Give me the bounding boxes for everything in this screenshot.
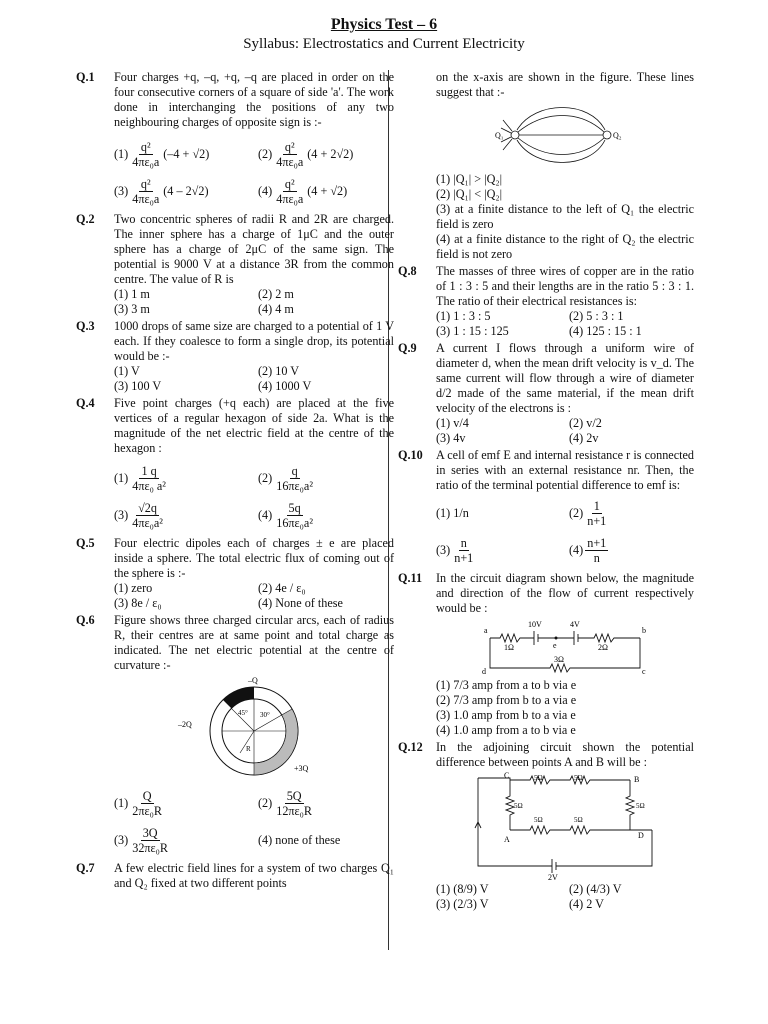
question-text: Figure shows three charged circular arcs, each of radius R, their centres are at same point and total charge as indicated. The net electric potential at the centre of curvature :- — [114, 613, 394, 672]
option-2[interactable]: (2) 2 m — [258, 287, 294, 301]
svg-text:5Ω: 5Ω — [534, 774, 543, 782]
svg-text:a: a — [484, 626, 488, 635]
svg-text:R: R — [246, 745, 251, 753]
question-10 — [398, 448, 694, 569]
question-number: Q.7 — [76, 861, 95, 875]
option-4[interactable]: (4) 2 V — [569, 897, 604, 911]
option-2[interactable]: (2) 7/3 amp from b to a via e — [436, 693, 577, 707]
svg-text:3Ω: 3Ω — [554, 655, 564, 664]
question-7-continued — [398, 70, 694, 262]
svg-text:5Ω: 5Ω — [534, 816, 543, 824]
option-3[interactable]: (3) $\frac{3Q}{\text{32πε₀R}}$ — [114, 826, 169, 855]
option-3[interactable]: (3) 3 m — [114, 302, 150, 316]
option-2[interactable]: (2) v/2 — [569, 416, 602, 430]
option-3[interactable]: (3) 1.0 amp from b to a via e — [436, 708, 576, 722]
svg-text:5Ω: 5Ω — [514, 802, 523, 810]
option-1[interactable]: (1) |Q₁| > |Q₂| — [436, 172, 503, 186]
option-3[interactable]: (3) 1 : 15 : 125 — [436, 324, 509, 338]
option-1[interactable]: (1) 1/n — [436, 506, 469, 520]
question-9 — [398, 341, 694, 446]
page-header — [0, 16, 768, 53]
question-text: In the circuit diagram shown below, the magnitude and direction of the flow of current respectively would be : — [436, 571, 694, 615]
question-text: Four electric dipoles each of charges ± e are placed inside a sphere. The total electric flux of coming out of the sphere is :- — [114, 536, 394, 580]
svg-text:D: D — [638, 831, 644, 840]
question-text: Five point charges (+q each) are placed at the five vertices of a regular hexagon of side 2a. What is the magnitude of the net electric field at the centre of the hexagon : — [114, 396, 394, 455]
svg-text:5Ω: 5Ω — [574, 816, 583, 824]
page-subtitle: Syllabus: Electrostatics and Current Electricity — [243, 36, 525, 52]
option-1[interactable]: (1) 1 : 3 : 5 — [436, 309, 491, 323]
option-1[interactable]: (1) (8/9) V — [436, 882, 489, 896]
option-2[interactable]: (2) $\frac{1}{n+1}$ — [569, 499, 607, 528]
option-2[interactable]: (2) $\frac{q}{\text{16πε₀a²}}$ — [258, 464, 313, 493]
question-6 — [76, 613, 394, 859]
option-4[interactable]: (4) $\frac{n+1}{n}$ — [569, 536, 607, 565]
question-text: In the adjoining circuit shown the potential difference between points A and B will be : — [436, 740, 694, 769]
question-12 — [398, 740, 694, 912]
option-4[interactable]: (4) 125 : 15 : 1 — [569, 324, 642, 338]
right-column — [398, 70, 694, 914]
svg-text:d: d — [482, 667, 486, 676]
question-7 — [76, 861, 394, 891]
svg-text:B: B — [634, 775, 640, 784]
question-text: 1000 drops of same size are charged to a potential of 1 V each. If they coalesce to form a single drop, its potential would be :- — [114, 319, 394, 363]
question-text: A current I flows through a uniform wire of diameter d, when the mean drift velocity is v_d. The same current will flow through a wire of diameter d/2 made of the same material, if the mean drift velocity of the electrons is : — [436, 341, 694, 415]
question-number: Q.6 — [76, 613, 95, 627]
question-number: Q.12 — [398, 740, 423, 754]
question-4 — [76, 396, 394, 534]
question-number: Q.2 — [76, 212, 95, 226]
option-3[interactable]: (3) (2/3) V — [436, 897, 489, 911]
option-4[interactable]: (4) 4 m — [258, 302, 294, 316]
option-4[interactable]: (4) $\frac{\text{q²}}{\text{4πε₀a}}$ (4 + √2) — [258, 177, 348, 206]
svg-text:b: b — [642, 626, 646, 635]
option-2[interactable]: (2) $\frac{\text{q²}}{\text{4πε₀a}}$ (4 + 2√2) — [258, 140, 354, 169]
question-number: Q.3 — [76, 319, 95, 333]
option-3[interactable]: (3) at a finite distance to the left of Q₁ the electric field is zero — [436, 202, 694, 231]
option-2[interactable]: (2) |Q₁| < |Q₂| — [436, 187, 503, 201]
svg-text:+3Q: +3Q — [294, 764, 309, 773]
option-4[interactable]: (4) 1000 V — [258, 379, 312, 393]
circuit-q11-figure — [480, 618, 650, 676]
option-3[interactable]: (3) 8e / ε₀ — [114, 596, 162, 610]
option-2[interactable]: (2) (4/3) V — [569, 882, 622, 896]
question-8 — [398, 264, 694, 339]
left-column — [76, 70, 394, 893]
svg-text:A: A — [504, 835, 510, 844]
option-4[interactable]: (4) None of these — [258, 596, 343, 610]
charged-arcs-figure — [154, 675, 354, 783]
svg-text:2Ω: 2Ω — [598, 643, 608, 652]
svg-text:30°: 30° — [260, 711, 270, 719]
svg-text:10V: 10V — [528, 620, 542, 629]
option-3[interactable]: (3) $\frac{√2q}{\text{4πε₀a²}}$ — [114, 501, 163, 530]
option-4[interactable]: (4) none of these — [258, 833, 341, 847]
question-number: Q.1 — [76, 70, 95, 84]
question-text: A few electric field lines for a system of two charges Q₁ and Q₂ fixed at two different points — [114, 861, 394, 890]
question-text: A cell of emf E and internal resistance r is connected in series with an external resistance nr. Then, the ratio of the terminal potential difference to emf is: — [436, 448, 694, 492]
option-1[interactable]: (1) zero — [114, 581, 153, 595]
question-number: Q.4 — [76, 396, 95, 410]
svg-text:2V: 2V — [548, 873, 558, 880]
question-number: Q.9 — [398, 341, 417, 355]
question-3 — [76, 319, 394, 394]
page-title: Physics Test – 6 — [330, 16, 438, 33]
option-2[interactable]: (2) 4e / ε₀ — [258, 581, 306, 595]
svg-text:5Ω: 5Ω — [636, 802, 645, 810]
option-2[interactable]: (2) $\frac{5Q}{\text{12πε₀R}}$ — [258, 789, 313, 818]
question-1 — [76, 70, 394, 210]
option-1[interactable]: (1) 1 m — [114, 287, 150, 301]
option-3[interactable]: (3) $\frac{\text{q²}}{\text{4πε₀a}}$ (4 – 2√2) — [114, 177, 209, 206]
option-1[interactable]: (1) 7/3 amp from a to b via e — [436, 678, 577, 692]
option-1[interactable]: (1) $\frac{\text{q²}}{\text{4πε₀a}}$ (–4 + √2) — [114, 140, 210, 169]
svg-text:c: c — [642, 667, 646, 676]
option-4[interactable]: (4) at a finite distance to the right of Q₂ the electric field is not zero — [436, 232, 694, 261]
option-4[interactable]: (4) $\frac{5q}{\text{16πε₀a²}}$ — [258, 501, 313, 530]
circuit-q12-figure — [470, 772, 660, 880]
svg-text:Q₁: Q₁ — [495, 131, 504, 140]
option-4[interactable]: (4) 1.0 amp from a to b via e — [436, 723, 576, 737]
question-number: Q.5 — [76, 536, 95, 550]
question-number: Q.11 — [398, 571, 423, 585]
question-11 — [398, 571, 694, 738]
option-1[interactable]: (1) $\frac{Q}{\text{2πε₀R}}$ — [114, 789, 162, 818]
question-2 — [76, 212, 394, 317]
svg-text:4V: 4V — [570, 620, 580, 629]
question-number: Q.8 — [398, 264, 417, 278]
question-5 — [76, 536, 394, 611]
question-number: Q.10 — [398, 448, 423, 462]
option-4[interactable]: (4) 2v — [569, 431, 599, 445]
option-1[interactable]: (1) V — [114, 364, 140, 378]
svg-text:5Ω: 5Ω — [574, 774, 583, 782]
svg-text:–Q: –Q — [248, 676, 258, 685]
svg-text:e: e — [553, 641, 557, 650]
svg-text:Q₂: Q₂ — [613, 131, 622, 140]
svg-text:1Ω: 1Ω — [504, 643, 514, 652]
option-3[interactable]: (3) 4v — [436, 431, 466, 445]
question-text: The masses of three wires of copper are in the ratio of 1 : 3 : 5 and their lengths are in the ratio 5 : 3 : 1. The ratio of their electrical resistances is: — [436, 264, 694, 308]
arc-minus-q — [223, 687, 254, 708]
option-1[interactable]: (1) $\frac{1 q}{\text{4πε₀ a²}}$ — [114, 464, 166, 493]
svg-text:–2Q: –2Q — [178, 720, 192, 729]
question-text: Four charges +q, –q, +q, –q are placed in order on the four consecutive corners of a square of side 'a'. The work done in interchanging the positions of any two neighbouring charges of opposite sign is :- — [114, 70, 394, 129]
svg-text:C: C — [504, 772, 510, 780]
option-3[interactable]: (3) 100 V — [114, 379, 162, 393]
option-2[interactable]: (2) 5 : 3 : 1 — [569, 309, 624, 323]
field-lines-figure — [495, 102, 635, 168]
option-1[interactable]: (1) v/4 — [436, 416, 469, 430]
question-text: on the x-axis are shown in the figure. These lines suggest that :- — [436, 70, 694, 99]
svg-text:45°: 45° — [238, 709, 248, 717]
question-text: Two concentric spheres of radii R and 2R are charged. The inner sphere has a charge of 1μC and the outer sphere has a charge of 2μC of the same sign. The potential is 9000 V at a distance 3R from the common centre. The value of R is — [114, 212, 394, 286]
option-2[interactable]: (2) 10 V — [258, 364, 300, 378]
option-3[interactable]: (3) $\frac{n}{n+1}$ — [436, 536, 474, 565]
